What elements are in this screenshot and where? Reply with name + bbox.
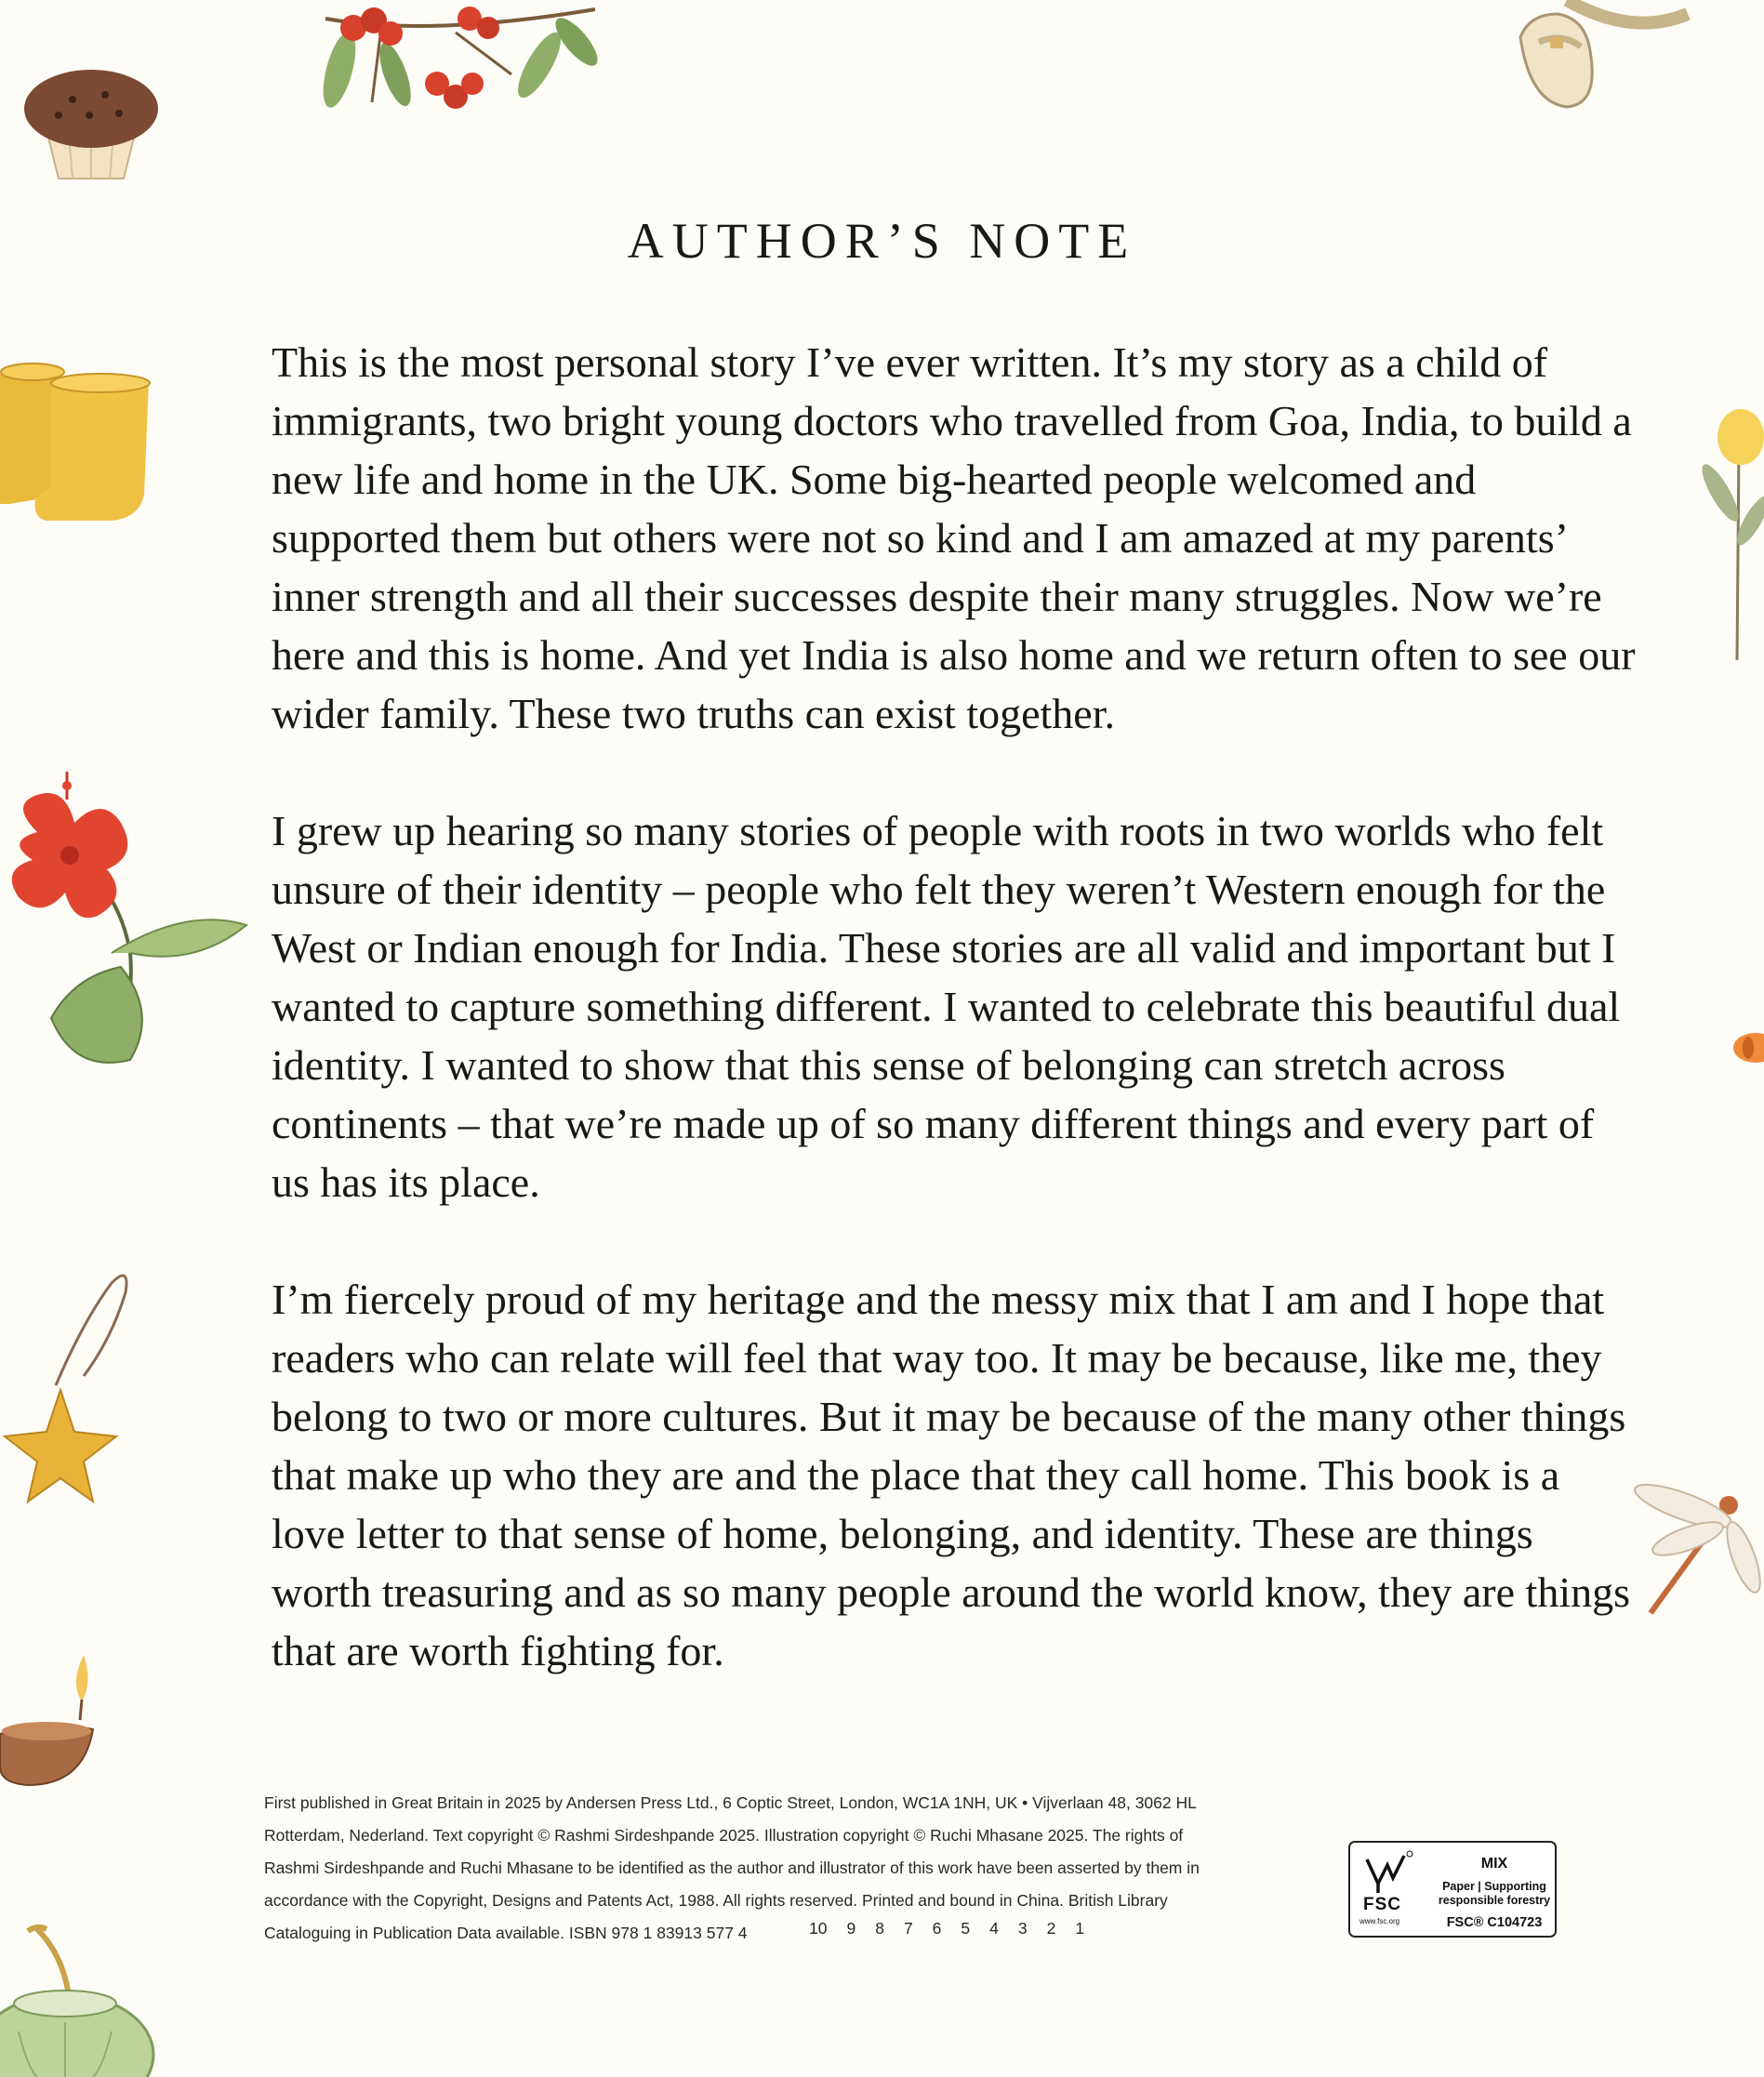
paragraph: I’m fiercely proud of my heritage and the messy mix that I am and I hope that readers who can relate will feel that way too. It may be because, like me, they belong to two or more cultures. But it may be because of the many other things that make up who they are and the place that they call home. This book is a love letter to that sense of home, belonging, and identity. These are things worth treasuring and as so many people around the world know, they are things that are worth fighting for. bbox=[272, 1276, 1630, 1674]
berry-branch-illustration bbox=[316, 0, 614, 121]
page-title: AUTHOR’S NOTE bbox=[627, 213, 1137, 269]
print-run-numbers bbox=[809, 1919, 1084, 1938]
print-number: 6 bbox=[932, 1919, 942, 1938]
fsc-license-code: FSC® C104723 bbox=[1446, 1915, 1543, 1930]
print-number: 4 bbox=[989, 1919, 999, 1938]
sandal-illustration bbox=[1511, 0, 1697, 112]
muffin-illustration bbox=[17, 58, 166, 183]
print-number: 2 bbox=[1046, 1919, 1056, 1938]
paragraph: This is the most personal story I’ve ever written. It’s my story as a child of immigrants, two bright young doctors who travelled from Goa, India, to build a new life and home in the UK. Some big-hearted people welcomed and supported them but others were not so kind and I am amazed at my parents’ inner strength and all their successes despite their many struggles. Now we’re here and this is home. And yet India is also home and we return often to see our wider family. These two truths can exist together. bbox=[272, 338, 1636, 737]
fsc-url: www.fsc.org bbox=[1359, 1917, 1400, 1925]
imprint-line: accordance with the Copyright, Designs and Patents Act, 1988. All rights reserved. Printed and bound in China. British Library bbox=[264, 1891, 1168, 1910]
author-note-body bbox=[272, 333, 1638, 1739]
copyright-imprint bbox=[264, 1787, 1259, 1950]
print-number: 5 bbox=[961, 1919, 971, 1938]
diya-lamp-illustration bbox=[0, 1646, 102, 1794]
imprint-line: Cataloguing in Publication Data available. ISBN 978 1 83913 577 4 bbox=[264, 1924, 748, 1942]
print-number: 3 bbox=[1017, 1919, 1028, 1938]
dragonfly-illustration bbox=[1632, 1464, 1764, 1618]
print-number: 8 bbox=[875, 1919, 884, 1938]
imprint-line: First published in Great Britain in 2025 by Andersen Press Ltd., 6 Coptic Street, London, WC1A 1NH, UK • Vijverlaan 48, 3062 HL bbox=[264, 1793, 1197, 1812]
print-number: 10 bbox=[809, 1919, 828, 1938]
star-ornament-illustration bbox=[0, 1264, 139, 1506]
hibiscus-illustration bbox=[0, 767, 251, 1074]
print-number: 9 bbox=[846, 1919, 856, 1938]
fsc-description: Paper | Supporting responsible forestry bbox=[1438, 1880, 1551, 1907]
paragraph: I grew up hearing so many stories of people with roots in two worlds who felt unsure of their identity – people who felt they weren’t Western enough for the West or Indian enough for India. These stories are all valid and important but I wanted to capture something different. I wanted to celebrate this beautiful dual identity. I wanted to show that this sense of belonging can stretch across continents – that we’re made up of so many different things and every part of us has its place. bbox=[272, 807, 1621, 1206]
imprint-line: Rotterdam, Nederland. Text copyright © Rashmi Sirdeshpande 2025. Illustration copyright © Ruchi Mhasane 2025. The rights of bbox=[264, 1826, 1184, 1845]
imprint-line: Rashmi Sirdeshpande and Ruchi Mhasane to be identified as the author and illustrator of this work have been asserted by them in bbox=[264, 1859, 1200, 1877]
print-number: 7 bbox=[903, 1919, 913, 1938]
yellow-flower-illustration bbox=[1702, 409, 1764, 669]
orange-fruit-illustration bbox=[1730, 1027, 1764, 1069]
fsc-mark: FSC bbox=[1363, 1895, 1401, 1914]
fsc-certification-label bbox=[1348, 1841, 1557, 1938]
coconut-drink-illustration bbox=[0, 1920, 158, 2077]
fsc-mix-label: MIX bbox=[1480, 1856, 1508, 1872]
print-number: 1 bbox=[1075, 1919, 1085, 1938]
yellow-boots-illustration bbox=[0, 355, 167, 532]
